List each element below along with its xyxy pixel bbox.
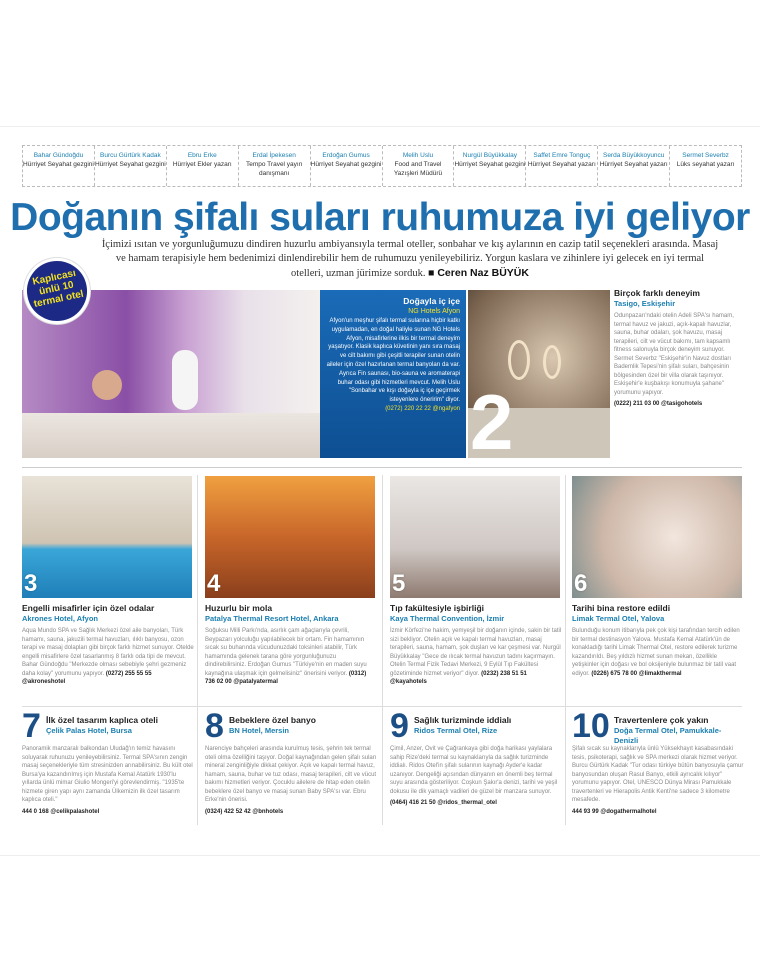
article-contact: (0312) 736 02 00 @patalyatermal xyxy=(205,670,367,685)
article-contact: 444 93 99 @dogathermalhotel xyxy=(572,808,657,815)
author: Ceren Naz BÜYÜK xyxy=(437,267,529,279)
rank-number: 9 xyxy=(390,707,409,745)
article-hotel: Akrones Hotel, Afyon xyxy=(22,614,98,623)
juror xyxy=(23,146,95,186)
article-title: Engelli misafirler için özel odalar xyxy=(22,603,155,613)
article-text: Çimil, Anzer, Ovit ve Çağrankaya gibi doğa harikası yaylalara sahip Rize'deki termal su kaynaklarıyla da sağlık turizminde iddialı. Ridos Otel'in şifalı sularının kaynağı Ayder'e kadar uzanıyor. Dengeliği açısından dünyanın en önemli beş termal suyu arasında gösteriliyor. Coşkun Şakır'a denizi, tarihi ve yeşil dokusu ile dik yamaçlı vadileri de güzel bir manzara sunuyor. xyxy=(390,746,558,795)
featured-contact: (0272) 220 22 22 @ngafyon xyxy=(385,405,460,412)
juror-name: Ebru Erke xyxy=(187,152,217,159)
article-title: Birçok farklı deneyim xyxy=(614,288,700,298)
article-contact: (0226) 675 78 00 @limakthermal xyxy=(591,670,682,677)
article-text: Panoramik manzaralı balkondan Uludağ'ın temiz havasını soluyarak ruhunuzu yenileyebilirsiniz. Termal SPA'sının zengin masaj seçenekleriyle tüm stresinizden arınabilirsiniz. Bu kült otel Bursa'ya kazandırılmış için Mustafa Kemal Atatürk 1930'lu yıllarda ünlü mimar Giulio Mongeri'yi görevlendirmiş. "1935'te hizmete giren yapı aynı zamanda Ülkemizin ilk özel tasarım kaplıca oteli." xyxy=(22,746,193,803)
article-6 xyxy=(572,603,744,678)
article-text: Şifalı sıcak su kaynaklarıyla ünlü Yüksekhayıt kasabasındaki tesis, psikoterapi, sağlık ve SPA merkezi olarak hizmet veriyor. Burcu Gürtürk Kadak "Tur odası türkiye bütün banyosuyla çamur banyosundan oluşan Rasul Banyo, etkili ayrıcalık kılıyor" yorumunu yapıyor. Otel, UNESCO Dünya Mirası Pamukkale travertenleri ve Hierapolis Antik Kenti'ne sadece 3 kilometre mesafede. xyxy=(572,746,744,803)
article-title: Huzurlu bir mola xyxy=(205,603,273,613)
featured-box xyxy=(320,290,466,458)
juror-role: Food and Travel Yazışleri Müdürü xyxy=(393,161,443,177)
juror-role: Hürriyet Ekler yazarı xyxy=(172,161,232,168)
juror-role: Hürriyet Seyahat gezgini xyxy=(94,161,166,168)
article-hotel: BN Hotel, Mersin xyxy=(229,726,290,735)
juror-name: Burcu Gürtürk Kadak xyxy=(100,152,161,159)
rank-number: 7 xyxy=(22,707,41,745)
rank-number: 6 xyxy=(574,570,588,597)
juror-name: Bahar Gündoğdu xyxy=(33,152,84,159)
article-contact: (0222) 211 03 00 @tasigohotels xyxy=(614,401,703,407)
hotel-photo-5 xyxy=(390,476,560,598)
juror xyxy=(526,146,598,186)
juror-role: Hürriyet Seyahat yazarı xyxy=(527,161,596,168)
juror xyxy=(598,146,670,186)
juror-role: Hürriyet Seyahat gezgini xyxy=(23,161,94,168)
article-text: Narenciye bahçeleri arasında kurulmuş tesis, şehrin tek termal oteli olma özelliğini taşıyor. Doğal kaynağından gelen şifalı suları mineral zenginliğiyle dikkat çekiyor. Açık ve kapalı termal havuz, hamam, sauna, buhar ve tuz odası, masaj terapileri, cilt ve vücut bakımı hizmetleri veriyor. Çocuklu ailelere de hitap eden otelin bebeklere özel banyo ve masaj sunan Baby SPA'sı var. Ebru Erke'nin önerisi. xyxy=(205,746,377,803)
juror-role: Hürriyet Seyahat gezgini xyxy=(454,161,526,168)
article-title: Tıp fakültesiyle işbirliği xyxy=(390,603,484,613)
featured-title: Doğayla iç içe xyxy=(403,296,460,306)
article-text: Aqua Mundo SPA ve Sağlık Merkezi özel aile banyoları, Türk hamamı, sauna, jakuzili termal havuzları, ılıklı banyosu, ozon terapi ve masaj dolapları gibi birçok farklı hizmet sunuyor. Otelde engelli misafirlere özel tasarlanmış 8 farklı oda tipi de mevcut. Bahar Gündoğdu "Merkezde olması sebebiyle şehri gezmeniz daha kolay" yorumunu yapıyor. (0272) 255 55 55 @akroneshotel xyxy=(22,628,194,685)
article-title: Sağlık turizminde iddialı xyxy=(414,715,512,725)
article-title: Tarihi bina restore edildi xyxy=(572,603,671,613)
rank-number: 3 xyxy=(24,570,38,597)
article-4 xyxy=(205,603,377,687)
rank-number: 10 xyxy=(572,707,610,745)
rank-number: 5 xyxy=(392,570,406,597)
article-text: Soğuksu Milli Parkı'nda, asırlık çam ağaçlarıyla çevrili, Beypazarı yolculuğu yapılabilecek bir ortam. Fin hamamının sıcak su buharında vücudunuzdaki toksinleri atabilir, Türk hamamında gelenek tarana göre yorgunluğunuzu dindirebilirsiniz. Erdoğan Gumus "Türkiye'nin en maden suyu kaynağına ulaşmak için gelmelisiniz" önerisini veriyor. (0312) 736 02 00 @patalyatermal xyxy=(205,628,367,685)
article-hotel: Ridos Termal Otel, Rize xyxy=(414,726,498,735)
juror xyxy=(95,146,167,186)
article-5 xyxy=(390,603,562,687)
juror-name: Erdal İpekesen xyxy=(252,152,296,159)
juror-role: Hürriyet Seyahat gezgini xyxy=(310,161,382,168)
number-2: 2 xyxy=(470,378,514,458)
hotel-photo-6 xyxy=(572,476,742,598)
article-contact: (0232) 238 51 51 @kayahotels xyxy=(390,670,527,685)
article-title: Travertenlere çok yakın xyxy=(614,715,709,725)
article-9 xyxy=(390,707,562,808)
headline: Doğanın şifalı suları ruhumuza iyi geliyor xyxy=(10,196,750,239)
article-contact: (0464) 416 21 50 @ridos_thermal_otel xyxy=(390,800,497,806)
article-hotel: Kaya Thermal Convention, İzmir xyxy=(390,614,505,623)
col-divider xyxy=(197,475,198,825)
article-hotel: Doğa Termal Otel, Pamukkale-Denizli xyxy=(614,726,722,745)
article-3 xyxy=(22,603,194,687)
juror-role: Hürriyet Seyahat yazarı xyxy=(599,161,668,168)
intro: İçimizi ısıtan ve yorgunluğumuzu dindiren huzurlu ambiyansıyla termal oteller, sonbahar ve kış aylarının en cazip tatil seçenekleri arasında. Masaj ve hamam terapisiyle hem bedenimizi dinlendirebilir hem de ruhumuzu yenileyebiliriz. Yorgun kaslara ve zihinlere iyi gelecek en iyi termal otelleri, uzman jürimize sorduk. ■ Ceren Naz BÜYÜK xyxy=(101,239,719,279)
rank-number: 8 xyxy=(205,707,224,745)
juror xyxy=(454,146,526,186)
article-text: Bulunduğu konum itibarıyla pek çok kişi tarafından tercih edilen bir termal destinasyon Yalova. Mustafa Kemal Atatürk'ün de konakladığı tarihi Limak Thermal Otel, restore edilerek turizme kazandırıldı. Beş yıldızlı hizmet sunan mekan, özellikle yetişkinler için doğası ve bol oksijeniyle bulunmaz bir tatil vaat ediyor. (0226) 675 78 00 @limakthermal xyxy=(572,628,740,677)
article-contact: (0324) 422 52 42 @bnhotels xyxy=(205,808,284,815)
divider xyxy=(22,706,742,707)
badge: Kaplıcası ünlü 10 termal otel xyxy=(18,252,96,330)
article-hotel: Patalya Thermal Resort Hotel, Ankara xyxy=(205,614,339,623)
article-title: İlk özel tasarım kaplıca oteli xyxy=(46,715,158,725)
jury-strip xyxy=(22,145,742,187)
featured-hotel: NG Hotels Afyon xyxy=(408,308,460,315)
article-title: Bebeklere özel banyo xyxy=(229,715,316,725)
juror xyxy=(383,146,455,186)
col-divider xyxy=(382,475,383,825)
intro-text: İçimizi ısıtan ve yorgunluğumuzu dindiren huzurlu ambiyansıyla termal oteller, sonbahar ve kış aylarının en cazip tatil seçenekleri arasında. Masaj ve hamam terapisiyle hem bedenimizi dinlendirebilir hem de ruhumuzu yenileyebiliriz. Yorgun kaslara ve zihinlere iyi gelecek en iyi termal otelleri, uzman jürimize sorduk. xyxy=(101,239,719,279)
juror xyxy=(167,146,239,186)
article-hotel: Limak Termal Otel, Yalova xyxy=(572,614,665,623)
featured-text: Afyon'un meşhur şifalı termal sularına hiçbir katkı uygulamadan, en doğal haliyle sunan NG Hotels Afyon, misafirlerine ilkis bir termal deneyim yaşatıyor. Klasik kaplıca küvetinin yanı sıra masaj ve cilt bakımı gibi çeşitli terapiler sunan otelin aileler için özel hazırlanan termal banyoları da var. Ayrıca Fin saunası, bio-sauna ve aromaterapi buhar odası gibi hizmetleri mevcut. Melih Uslu "Sonbahar ve kışı doğayla iç içe geçirmek isteyenlere öneririm" diyor. xyxy=(326,318,460,404)
divider xyxy=(22,467,742,468)
article-contact: 444 0 168 @celikpalashotel xyxy=(22,808,100,815)
rank-number: 4 xyxy=(207,570,221,597)
juror-role: Lüks seyahat yazarı xyxy=(676,161,735,168)
juror-name: Saffet Emre Tonguç xyxy=(533,152,591,159)
article-hotel: Çelik Palas Hotel, Bursa xyxy=(46,726,132,735)
bottom-rule xyxy=(0,855,760,856)
top-rule xyxy=(0,126,760,127)
article-2 xyxy=(614,288,742,409)
article-10 xyxy=(572,707,744,816)
juror-name: Erdoğan Gumus xyxy=(322,152,370,159)
article-contact: (0272) 255 55 55 @akroneshotel xyxy=(22,670,152,685)
article-8 xyxy=(205,707,377,816)
juror-name: Melih Uslu xyxy=(402,152,434,159)
article-7 xyxy=(22,707,194,816)
juror-role: Tempo Travel yayın danışmanı xyxy=(245,161,303,177)
juror xyxy=(311,146,383,186)
juror-name: Serda Büyükkoyuncu xyxy=(602,152,665,159)
juror xyxy=(670,146,741,186)
hotel-photo-4 xyxy=(205,476,375,598)
juror xyxy=(239,146,311,186)
hotel-photo-2 xyxy=(468,290,610,458)
col-divider xyxy=(565,475,566,825)
article-text: İzmir Körfezi'ne hakim, yemyeşil bir doğanın içinde, sakin bir tatil sizi bekliyor. Otelin açık ve kapalı termal havuzları, masaj terapileri, sauna, hamam, şok duşları ve kar çeşmesi var. Nurgül Büyükkalay "Gece de ılıcak termal havuzun tadını kaçırmayın. Otelin Termal Fizik Tedavi Merkezi, 9 Eylül Tıp Fakültesi gözetiminde hizmet veriyor" diyor. (0232) 238 51 51 @kayahotels xyxy=(390,628,562,685)
juror-name: Sermet Severbz xyxy=(682,152,729,159)
article-text: Odunpazarı'ndaki otelin Adeli SPA'sı hamam, termal havuz ve jakuzi, açık-kapalı havuzlar, sauna, buhar odaları, şok havuzu, masaj terapileri, cilt ve vücut bakımı, tam kapsamlı fitness salonuyla birçok deneyim sunuyor. Sermet Severbz "Eskişehir'in Navuz dostları Bademlik Tepesi'nin şifalı suları, bahçesinin bölgesinden özel bir villa olarak taşınıyor. Eskişehir'e kuşbakışı konumuyla şahane" yorumunu yapıyor. xyxy=(614,313,734,396)
juror-name: Nurgül Büyükkalay xyxy=(462,152,517,159)
article-hotel: Tasigo, Eskişehir xyxy=(614,299,676,308)
hotel-photo-3 xyxy=(22,476,192,598)
